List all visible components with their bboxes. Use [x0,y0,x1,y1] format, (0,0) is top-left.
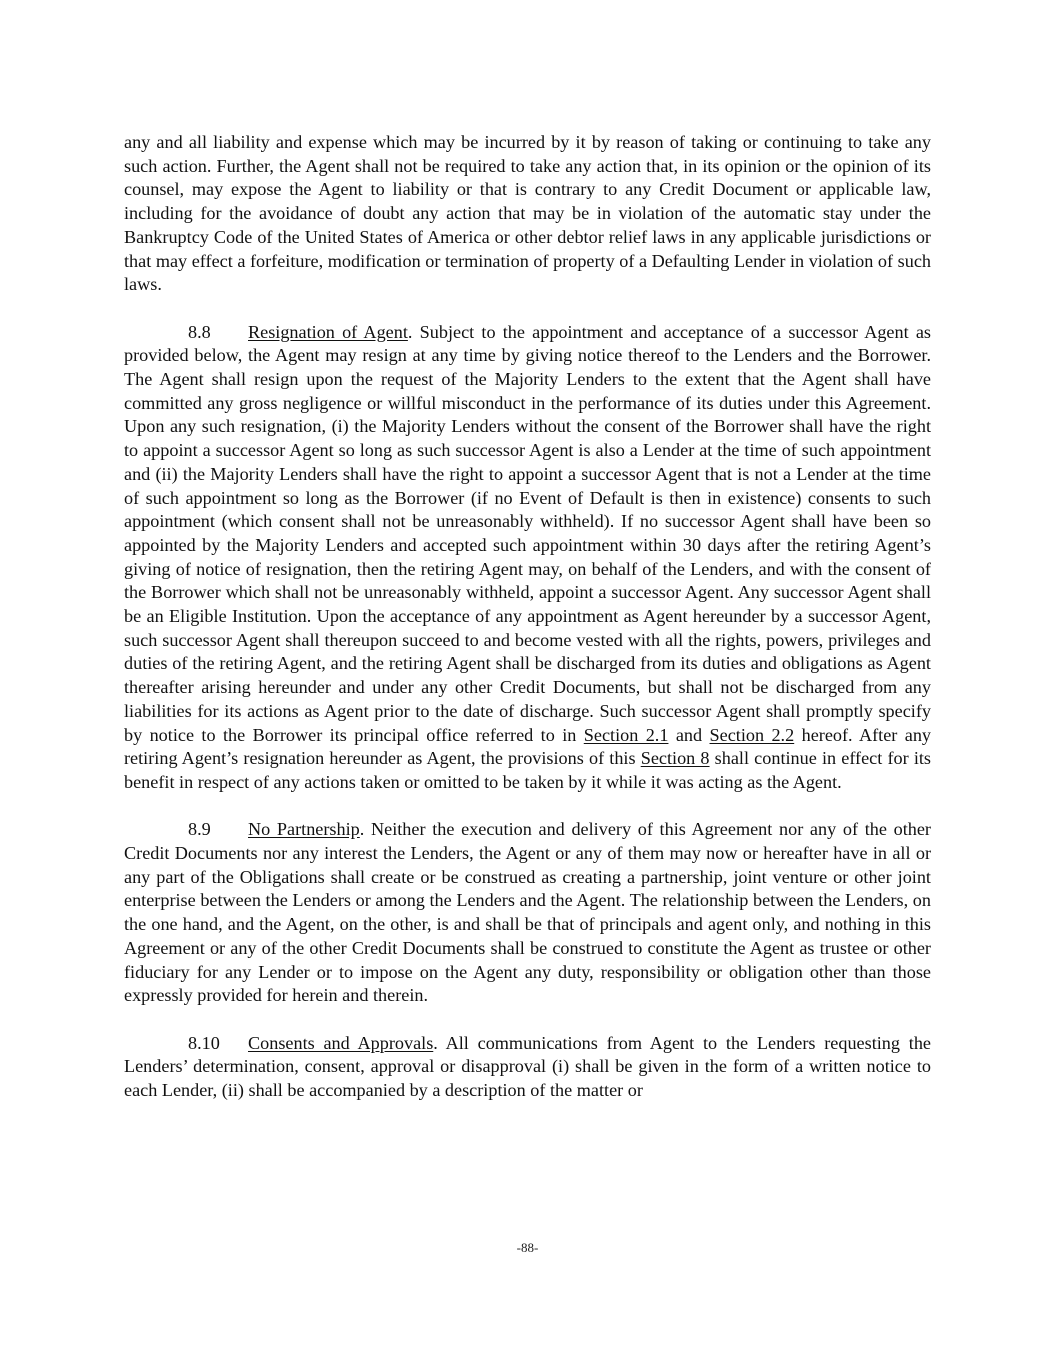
section-8-10: 8.10 Consents and Approvals. All communications from Agent to the Lenders requesting the Lenders’ determination, consent, approval or disapproval (i) shall be given in the form of a written notice to each Lender, (ii) shall be accompanied by a description of the matter or [124,1032,931,1101]
section-title: Consents and Approvals [248,1032,434,1053]
cross-reference[interactable]: Section 2.2 [709,724,795,745]
section-number: 8.8 [188,321,211,342]
page-number: -88- [516,1240,539,1255]
section-title: Resignation of Agent [248,321,408,342]
cross-reference[interactable]: Section 2.1 [583,724,669,745]
section-8-8: 8.8 Resignation of Agent. Subject to the appointment and acceptance of a successor Agent as provided below, the Agent may resign at any time by giving notice thereof to the Lenders and the Borrower. The Agent shall resign upon the request of the Majority Lenders to the extent that the Agent shall have committed any gross negligence or willful misconduct in the performance of its duties under this Agreement. Upon any such resignation, (i) the Majority Lenders without the consent of the Borrower shall have the right to appoint a successor Agent so long as such successor Agent is also a Lender at the time of such appointment and (ii) the Majority Lenders shall have the right to appoint a successor Agent that is not a Lender at the time of such appointment so long as the Borrower (if no Event of Default is then in existence) consents to such appointment (which consent shall not be unreasonably withheld). If no successor Agent shall have been so appointed by the Majority Lenders and accepted such appointment within 30 days after the retiring Agent’s giving of notice of resignation, then the retiring Agent may, on behalf of the Lenders, and with the consent of the Borrower which shall not be unreasonably withheld, appoint a successor Agent. Any successor Agent shall be an Eligible Institution. Upon the acceptance of any appointment as Agent hereunder by a successor Agent, such successor Agent shall thereupon succeed to and become vested with all the rights, powers, privileges and duties of the retiring Agent, and the retiring Agent shall be discharged from its duties and obligations as Agent thereafter arising hereunder and under any other Credit Documents, but shall not be discharged from any liabilities for its actions as Agent prior to the date of discharge. Such successor Agent shall promptly specify by notice to the Borrower its principal office referred to in Section 2.1 and Section 2.2 hereof. After any retiring Agent’s resignation hereunder as Agent, the provisions of this Section 8 shall continue in effect for its benefit in respect of any actions taken or omitted to be taken by it while it was acting as the Agent. [124,321,932,792]
section-title: No Partnership [248,819,360,840]
document-body [124,131,931,1126]
section-8-9: 8.9 No Partnership. Neither the execution and delivery of this Agreement nor any of the other Credit Documents nor any interest the Lenders, the Agent or any of them may now or hereafter have in all or any part of the Obligations shall create or be construed as creating a partnership, joint venture or other joint enterprise between the Lenders or among the Lenders and the Agent. The relationship between the Lenders, on the one hand, and the Agent, on the other, is and shall be that of principals and agent only, and nothing in this Agreement or any of the other Credit Documents shall be construed to constitute the Agent as trustee or other fiduciary for any Lender or to impose on the Agent any duty, responsibility or obligation other than those expressly provided for herein and therein. [124,819,931,1006]
section-number: 8.10 [188,1032,220,1053]
paragraph-continuation: any and all liability and expense which may be incurred by it by reason of taking or continuing to take any such action. Further, the Agent shall not be required to take any action that, in its opinion or the opinion of its counsel, may expose the Agent to liability or that is contrary to any Credit Document or applicable law, including for the avoidance of doubt any action that may be in violation of the automatic stay under the Bankruptcy Code of the United States of America or other debtor relief laws in any applicable jurisdictions or that may effect a forfeiture, modification or termination of property of a Defaulting Lender in violation of such laws. [124,132,931,295]
cross-reference[interactable]: Section 8 [640,748,710,769]
section-number: 8.9 [188,819,211,840]
